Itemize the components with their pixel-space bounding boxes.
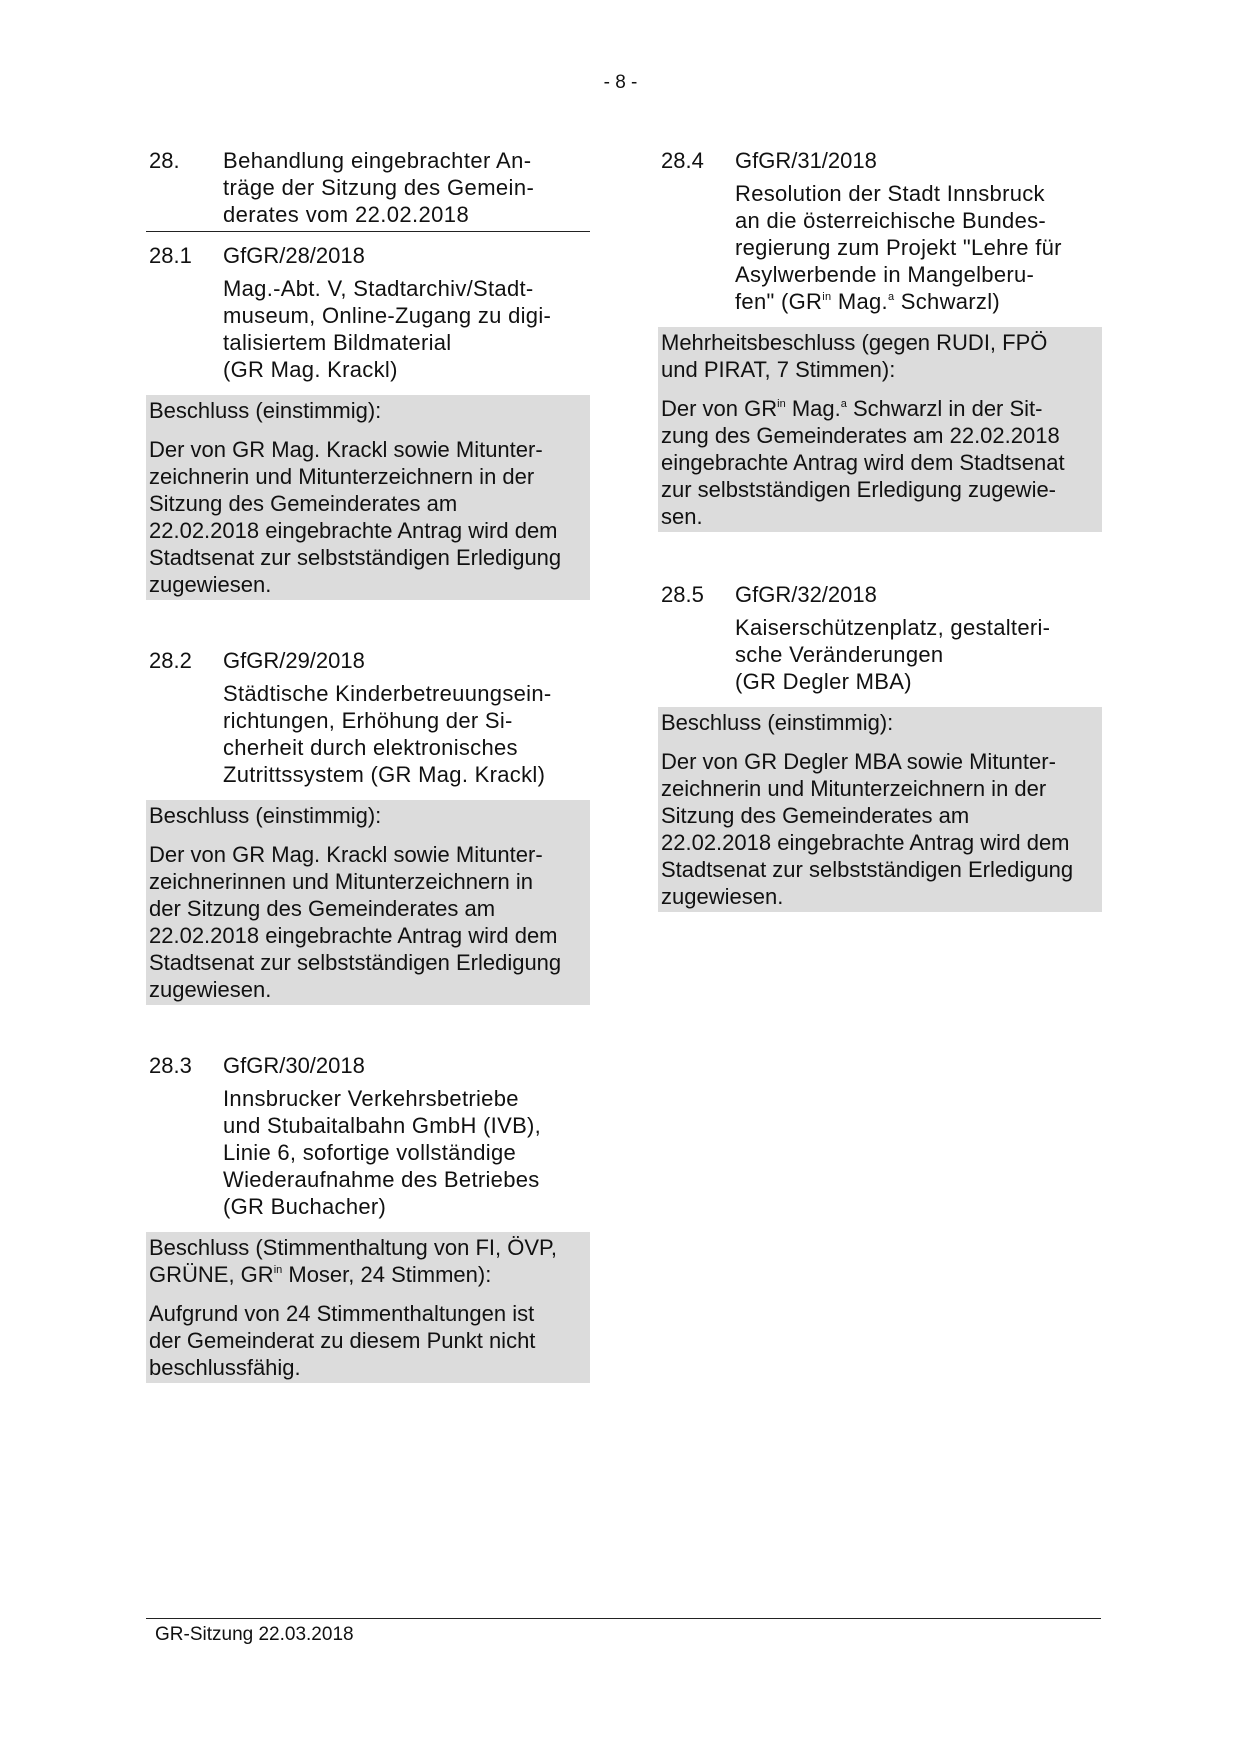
page-number: - 8 - [603, 72, 638, 93]
agenda-heading-number: 28. [149, 148, 180, 173]
resolution-text: Der von $GR^{in}$ Mag.$^a$ Schwarzl in der Sit- zung des Gemeinderates am 22.02.2018 eingebrachte Antrag wird dem Stadtsenat zur selbstständigen Erledigung zugewie- sen. [661, 396, 1065, 529]
item-number: 28.4 [661, 148, 704, 173]
item-reference: GfGR/30/2018 [223, 1053, 365, 1078]
item-number: 28.1 [149, 243, 192, 268]
item-title: Innsbrucker Verkehrsbetriebe und Stubaitalbahn GmbH (IVB), Linie 6, sofortige vollständige Wiederaufnahme des Betriebes (GR Buchacher) [223, 1086, 542, 1219]
item-number: 28.2 [149, 648, 192, 673]
agenda-item-28-1 [146, 242, 590, 600]
resolution-box [146, 395, 590, 600]
item-title: Städtische Kinderbetreuungsein- richtungen, Erhöhung der Si- cherheit durch elektronisches Zutrittssystem (GR Mag. Krackl) [223, 681, 552, 787]
item-reference: GfGR/31/2018 [735, 148, 877, 173]
resolution-box [658, 327, 1102, 532]
item-reference: GfGR/32/2018 [735, 582, 877, 607]
agenda-item-28-2 [146, 647, 590, 1005]
left-column [146, 147, 590, 1380]
footer-text: GR-Sitzung 22.03.2018 [155, 1624, 354, 1645]
item-title: Resolution der Stadt Innsbruck an die österreichische Bundes- regierung zum Projekt "Lehre für Asylwerbende in Mangelberu- fen" ($GR^{in}$ Mag.$^a$ Schwarzl) [735, 181, 1062, 314]
page-footer [146, 1618, 1101, 1646]
agenda-heading [146, 147, 590, 232]
item-title: Mag.-Abt. V, Stadtarchiv/Stadt- museum, Online-Zugang zu digi- talisiertem Bildmaterial (GR Mag. Krackl) [223, 276, 552, 382]
resolution-text: Der von GR Degler MBA sowie Mitunter- zeichnerin und Mitunterzeichnern in der Sitzung des Gemeinderates am 22.02.2018 eingebrachte Antrag wird dem Stadtsenat zur selbstständigen Erledigung zugewiesen. [661, 749, 1074, 909]
item-reference: GfGR/28/2018 [223, 243, 365, 268]
resolution-label: Beschluss (einstimmig): [149, 398, 382, 423]
item-title: Kaiserschützenplatz, gestalteri- sche Veränderungen (GR Degler MBA) [735, 615, 1051, 694]
agenda-item-28-5 [658, 581, 1102, 912]
resolution-box [658, 707, 1102, 912]
resolution-label: Beschluss (Stimmenthaltung von FI, ÖVP, GRÜNE, $GR^{in}$ Moser, 24 Stimmen): [149, 1235, 557, 1287]
resolution-box [146, 800, 590, 1005]
item-number: 28.5 [661, 582, 704, 607]
item-number: 28.3 [149, 1053, 192, 1078]
resolution-label: Beschluss (einstimmig): [149, 803, 382, 828]
resolution-box [146, 1232, 590, 1383]
agenda-item-28-3 [146, 1052, 590, 1383]
agenda-item-28-4 [658, 147, 1102, 532]
resolution-label: Beschluss (einstimmig): [661, 710, 894, 735]
resolution-text: Der von GR Mag. Krackl sowie Mitunter- zeichnerinnen und Mitunterzeichnern in der Sitzung des Gemeinderates am 22.02.2018 eingebrachte Antrag wird dem Stadtsenat zur selbstständigen Erledigung zugewiesen. [149, 842, 562, 1002]
resolution-text: Aufgrund von 24 Stimmenthaltungen ist der Gemeinderat zu diesem Punkt nicht beschlussfähig. [149, 1301, 536, 1380]
resolution-label: Mehrheitsbeschluss (gegen RUDI, FPÖ und PIRAT, 7 Stimmen): [661, 330, 1048, 382]
item-reference: GfGR/29/2018 [223, 648, 365, 673]
resolution-text: Der von GR Mag. Krackl sowie Mitunter- zeichnerin und Mitunterzeichnern in der Sitzung des Gemeinderates am 22.02.2018 eingebrachte Antrag wird dem Stadtsenat zur selbstständigen Erledigung zugewiesen. [149, 437, 562, 597]
agenda-heading-title: Behandlung eingebrachter An- träge der Sitzung des Gemein- derates vom 22.02.2018 [223, 148, 535, 227]
